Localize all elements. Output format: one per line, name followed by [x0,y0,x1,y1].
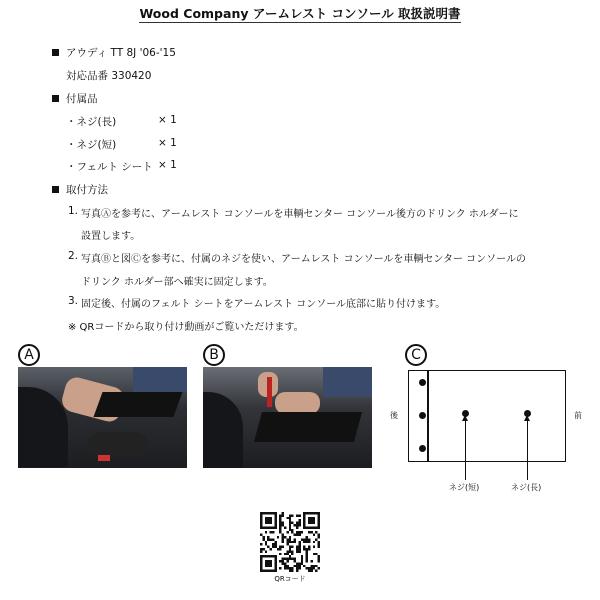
step-number: 2. [68,250,79,262]
qr-note: ※ QRコードから取り付け動画がご覧いただけます。 [68,322,304,333]
accessory-name: ・ネジ(短) [66,139,117,151]
arrow-up-icon [465,420,466,480]
step-number: 3. [68,295,79,307]
install-heading: 取付方法 [66,184,108,196]
figure-b-label: B [203,344,225,366]
step-text: 固定後、付属のフェルト シートをアームレスト コンソール底部に貼り付けます。 [81,299,446,310]
figure-c-label: C [405,344,427,366]
arrow-up-icon [527,420,528,480]
photo-a [18,367,187,468]
step-text: ドリンク ホルダー部へ確実に固定します。 [81,277,273,288]
accessory-name: ・フェルト シート [66,161,153,173]
step-text: 設置します。 [81,231,141,242]
step-text: 写真Ⓑと図Ⓒを参考に、付属のネジを使い、アームレスト コンソールを車輌センター コンソールの [81,254,526,265]
short-screw-label: ネジ(短) [449,483,480,492]
mounting-diagram [408,370,566,462]
accessory-name: ・ネジ(長) [66,116,117,128]
screw-hole-dot [419,445,426,452]
qr-code[interactable] [260,512,320,572]
front-label: 前 [574,411,582,420]
step-number: 1. [68,205,79,217]
accessory-qty: × 1 [158,114,177,126]
accessory-qty: × 1 [158,159,177,171]
divider-line [427,371,429,461]
vehicle-model: アウディ TT 8J '06-'15 [66,47,176,59]
bullet-square-icon [52,49,59,56]
screw-hole-dot [419,379,426,386]
screw-hole-dot [419,412,426,419]
page-title: Wood Company アームレスト コンソール 取扱説明書 [139,6,461,21]
part-number: 対応品番 330420 [66,70,152,82]
accessory-qty: × 1 [158,137,177,149]
bullet-square-icon [52,95,59,102]
qr-label: QRコード [274,575,306,583]
rear-label: 後 [390,411,398,420]
bullet-square-icon [52,186,59,193]
accessories-heading: 付属品 [66,93,98,105]
step-text: 写真Ⓐを参考に、アームレスト コンソールを車輌センター コンソール後方のドリンク ホルダーに [81,209,519,220]
long-screw-label: ネジ(長) [511,483,542,492]
photo-b [203,367,372,468]
figure-a-label: A [18,344,40,366]
